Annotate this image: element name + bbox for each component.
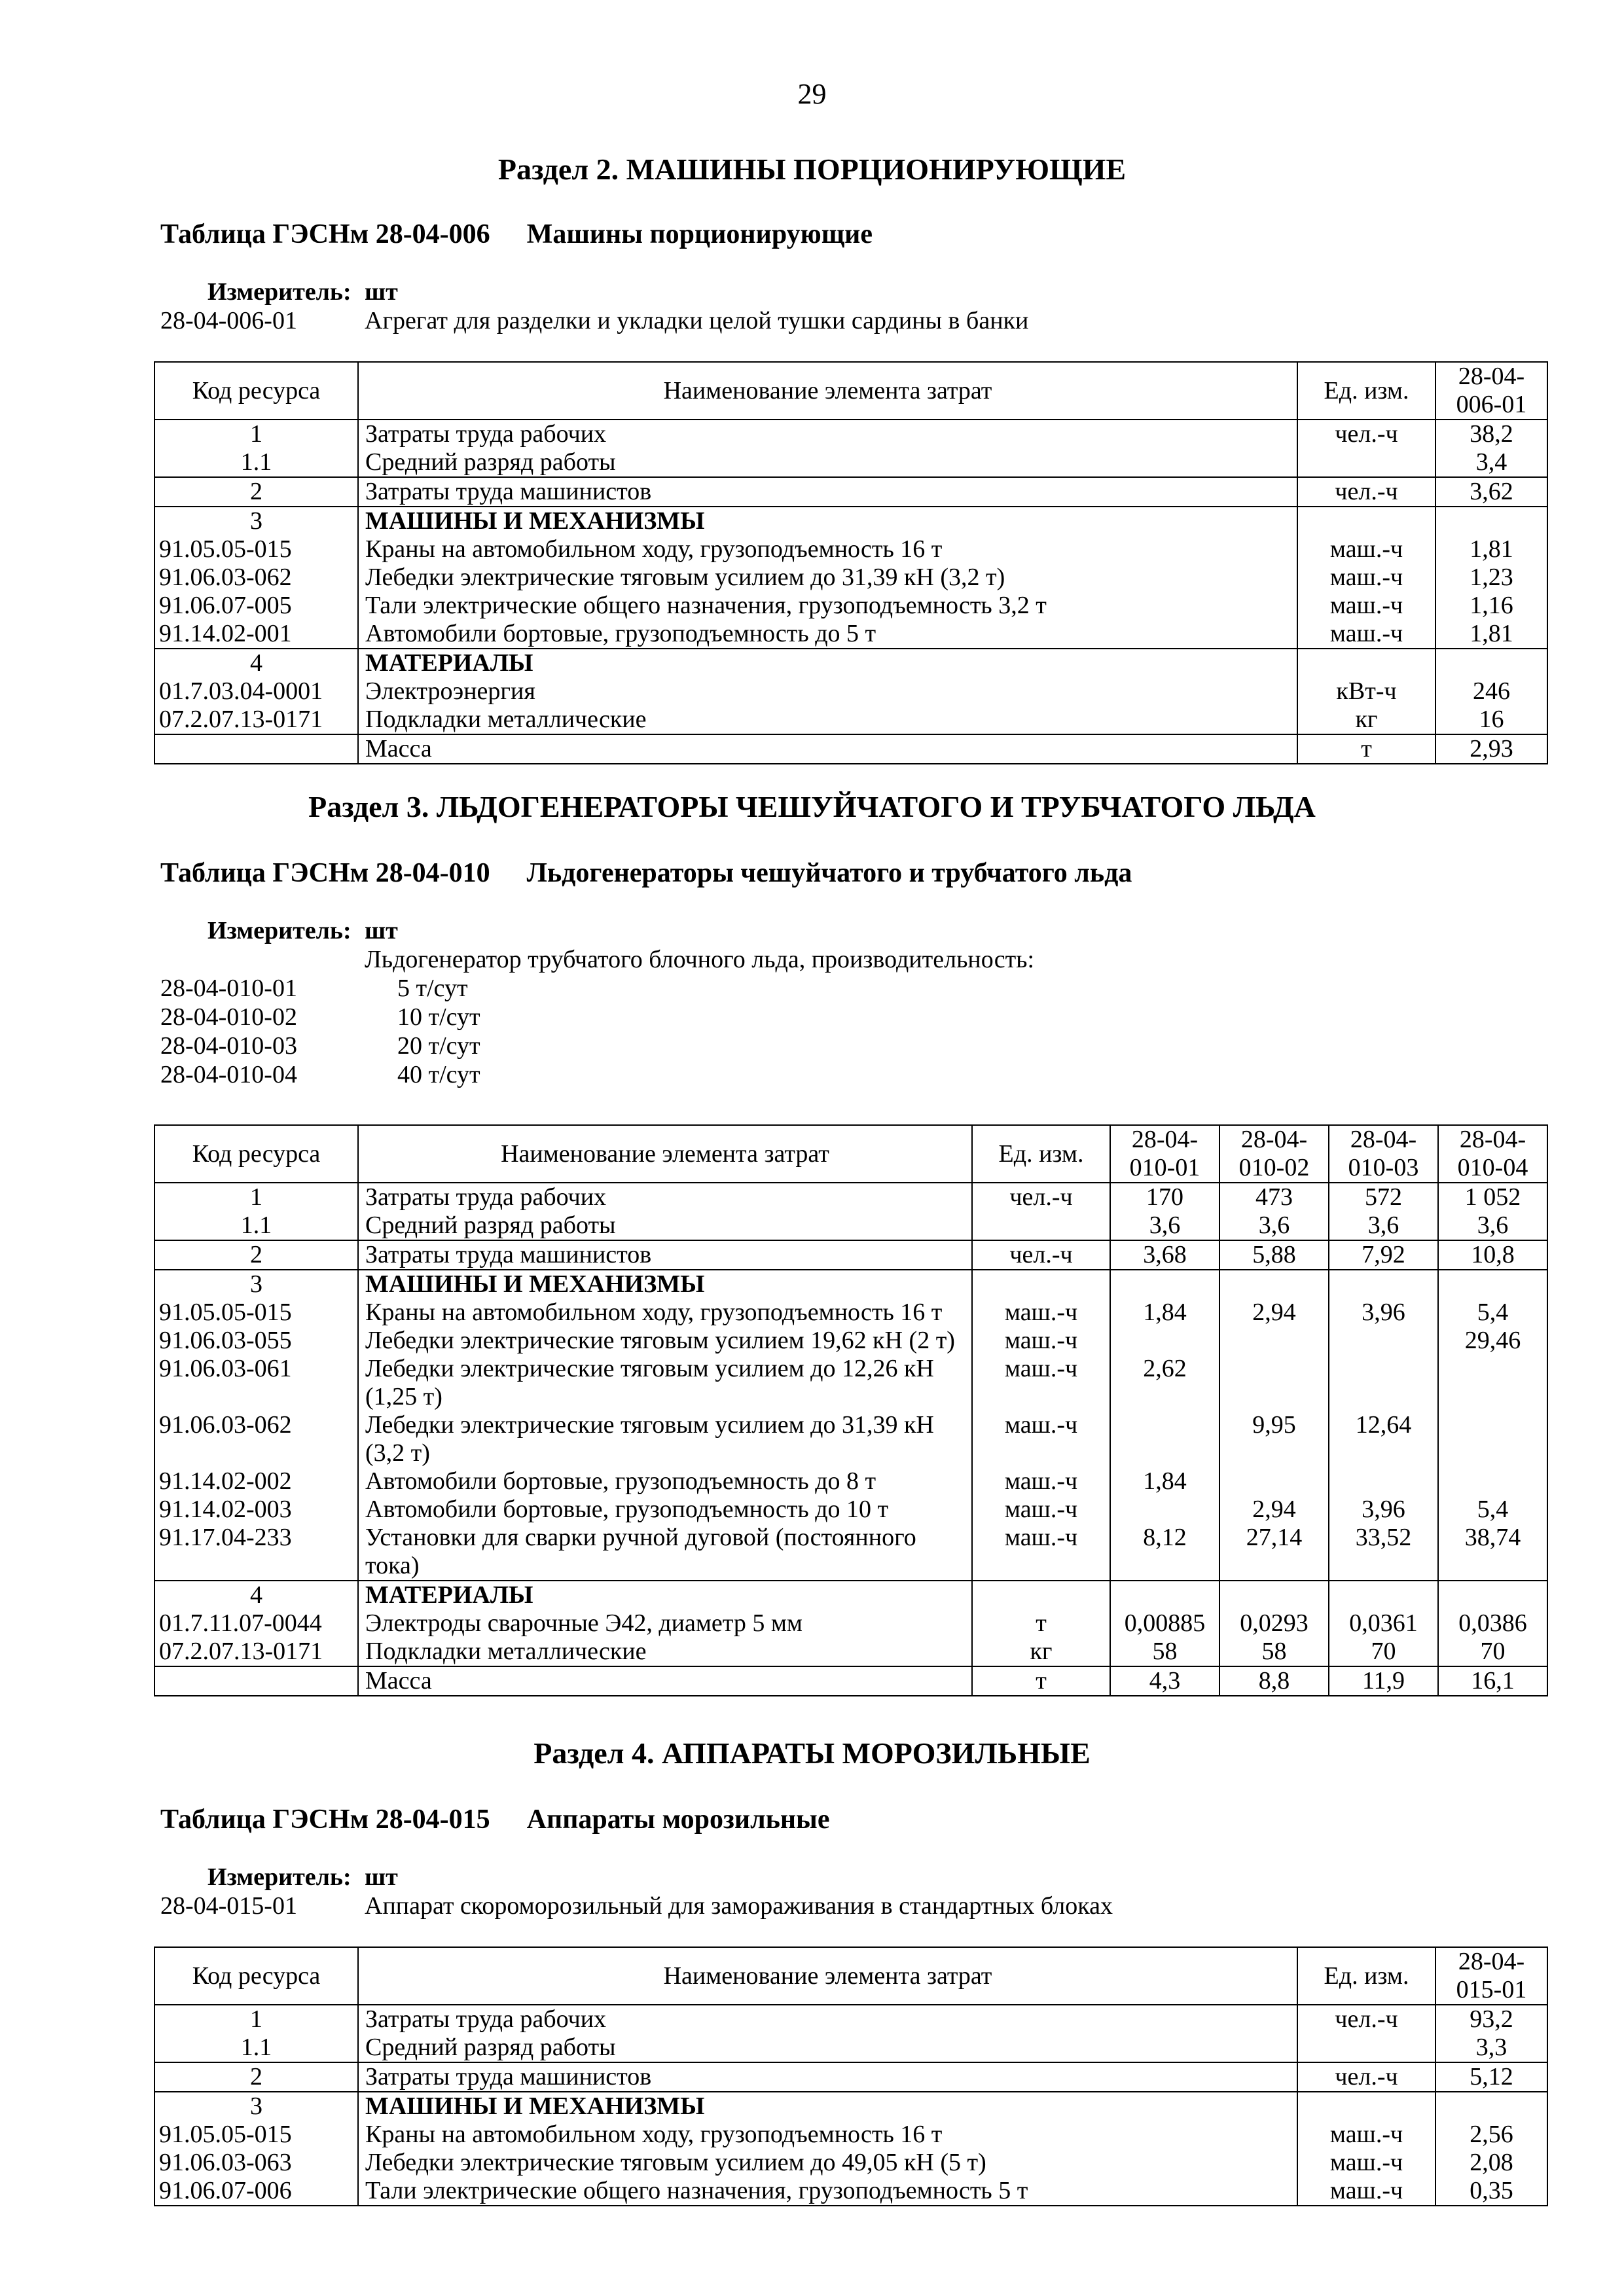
item-intro: Льдогенератор трубчатого блочного льда, производительность: [365,946,1035,973]
item-text: Аппарат скороморозильный для замораживания в стандартных блоках [365,1892,1113,1920]
header-unit: Ед. изм. [972,1125,1110,1183]
meter-unit: шт [365,917,398,944]
table-row: 07.2.07.13-0171 Подкладки металлические кг 16 [154,706,1547,734]
table-row: 1 Затраты труда рабочих чел.-ч 38,2 [154,420,1547,448]
table-row: 3 МАШИНЫ И МЕХАНИЗМЫ [154,2092,1547,2121]
section-heading: Раздел 4. АППАРАТЫ МОРОЗИЛЬНЫЕ [533,1736,1091,1770]
table-row: 91.06.03-055 Лебедки электрические тяговым усилием 19,62 кН (2 т) маш.-ч 29,46 [154,1327,1547,1355]
table-row: 07.2.07.13-0171 Подкладки металлические кг 58 58 70 70 [154,1638,1547,1666]
table-caption [160,219,873,250]
meter-unit: шт [365,278,398,306]
table-row: 91.06.03-062 Лебедки электрические тяговым усилием до 31,39 кН (3,2 т) маш.-ч 9,95 12,64 [154,1411,1547,1467]
item-text: Агрегат для разделки и укладки целой тушки сардины в банки [365,307,1029,334]
table-row: 4 МАТЕРИАЛЫ [154,1581,1547,1609]
item-code: 28-04-010-01 [160,975,297,1002]
table-name: Аппараты морозильные [526,1804,830,1835]
meter-label: Измеритель: [208,278,352,306]
table-row: 01.7.11.07-0044 Электроды сварочные Э42, диаметр 5 мм т 0,00885 0,0293 0,0361 0,0386 [154,1609,1547,1638]
meter-label: Измеритель: [208,917,352,944]
table-row: 91.05.05-015 Краны на автомобильном ходу, грузоподъемность 16 т маш.-ч 1,81 [154,535,1547,564]
item-text: 20 т/сут [397,1032,480,1060]
table-row: 91.06.07-005 Тали электрические общего назначения, грузоподъемность 3,2 т маш.-ч 1,16 [154,592,1547,620]
item-code: 28-04-015-01 [160,1892,297,1920]
item-text: 40 т/сут [397,1061,480,1088]
table-row: 91.14.02-001 Автомобили бортовые, грузоподъемность до 5 т маш.-ч 1,81 [154,620,1547,649]
table-row: 2 Затраты труда машинистов чел.-ч 3,68 5,88 7,92 10,8 [154,1240,1547,1270]
header-col: 28-04-010-04 [1438,1125,1547,1183]
table-code: Таблица ГЭСНм 28-04-006 [160,219,490,249]
table-row: 1 Затраты труда рабочих чел.-ч 170 473 572 1 052 [154,1183,1547,1211]
meter-block [160,916,1535,1089]
table-row: 91.14.02-002 Автомобили бортовые, грузоподъемность до 8 т маш.-ч 1,84 [154,1467,1547,1496]
table-row: 91.14.02-003 Автомобили бортовые, грузоподъемность до 10 т маш.-ч 2,94 3,96 5,4 [154,1496,1547,1524]
table-row: 91.06.03-061 Лебедки электрические тяговым усилием до 12,26 кН (1,25 т) маш.-ч 2,62 [154,1355,1547,1411]
header-code: Код ресурса [154,1947,358,2005]
norms-table [154,361,1548,764]
table-code: Таблица ГЭСНм 28-04-010 [160,858,490,888]
table-row: 2 Затраты труда машинистов чел.-ч 3,62 [154,477,1547,507]
table-row: 91.05.05-015 Краны на автомобильном ходу, грузоподъемность 16 т маш.-ч 2,56 [154,2121,1547,2149]
header-name: Наименование элемента затрат [358,362,1297,420]
table-row: Масса т 4,3 8,8 11,9 16,1 [154,1666,1547,1696]
table-row: 91.06.07-006 Тали электрические общего назначения, грузоподъемность 5 т маш.-ч 0,35 [154,2177,1547,2206]
meter-block [160,278,1535,335]
item-code: 28-04-010-02 [160,1003,297,1031]
norms-table [154,1946,1548,2206]
table-row: 3 МАШИНЫ И МЕХАНИЗМЫ [154,507,1547,535]
table-row: 1 Затраты труда рабочих чел.-ч 93,2 [154,2005,1547,2034]
table-row: 1.1 Средний разряд работы 3,6 3,6 3,6 3,6 [154,1211,1547,1240]
header-col: 28-04-010-02 [1219,1125,1329,1183]
table-row: 91.06.03-063 Лебедки электрические тяговым усилием до 49,05 кН (5 т) маш.-ч 2,08 [154,2149,1547,2177]
table-caption [160,857,1132,889]
header-col: 28-04-015-01 [1435,1947,1547,2005]
meter-unit: шт [365,1863,398,1891]
header-unit: Ед. изм. [1297,1947,1435,2005]
table-row: 01.7.03.04-0001 Электроэнергия кВт-ч 246 [154,677,1547,706]
header-name: Наименование элемента затрат [358,1125,972,1183]
table-row: 91.17.04-233 Установки для сварки ручной дуговой (постоянного тока) маш.-ч 8,12 27,14 33,52 38,74 [154,1524,1547,1581]
item-text: 5 т/сут [397,975,468,1002]
header-unit: Ед. изм. [1297,362,1435,420]
item-text: 10 т/сут [397,1003,480,1031]
table-row: 1.1 Средний разряд работы 3,4 [154,448,1547,477]
table-row: 91.05.05-015 Краны на автомобильном ходу, грузоподъемность 16 т маш.-ч 1,84 2,94 3,96 5,4 [154,1299,1547,1327]
header-code: Код ресурса [154,1125,358,1183]
page-number: 29 [797,78,827,110]
item-code: 28-04-010-04 [160,1061,297,1088]
table-row: 2 Затраты труда машинистов чел.-ч 5,12 [154,2062,1547,2092]
table-name: Машины порционирующие [526,219,873,249]
header-name: Наименование элемента затрат [358,1947,1297,2005]
table-row: 1.1 Средний разряд работы 3,3 [154,2034,1547,2062]
header-col: 28-04-010-03 [1329,1125,1438,1183]
table-caption [160,1804,830,1835]
header-col: 28-04-010-01 [1110,1125,1219,1183]
header-col: 28-04-006-01 [1435,362,1547,420]
section-heading: Раздел 3. ЛЬДОГЕНЕРАТОРЫ ЧЕШУЙЧАТОГО И ТРУБЧАТОГО ЛЬДА [308,790,1316,823]
table-row: 91.06.03-062 Лебедки электрические тяговым усилием до 31,39 кН (3,2 т) маш.-ч 1,23 [154,564,1547,592]
table-row: Масса т 2,93 [154,734,1547,764]
table-name: Льдогенераторы чешуйчатого и трубчатого льда [526,858,1132,888]
header-code: Код ресурса [154,362,358,420]
table-code: Таблица ГЭСНм 28-04-015 [160,1804,490,1835]
section-heading: Раздел 2. МАШИНЫ ПОРЦИОНИРУЮЩИЕ [497,152,1127,186]
meter-block [160,1863,1535,1920]
table-row: 4 МАТЕРИАЛЫ [154,649,1547,677]
meter-label: Измеритель: [208,1863,352,1891]
norms-table [154,1124,1548,1696]
table-row: 3 МАШИНЫ И МЕХАНИЗМЫ [154,1270,1547,1299]
item-code: 28-04-006-01 [160,307,297,334]
item-code: 28-04-010-03 [160,1032,297,1060]
